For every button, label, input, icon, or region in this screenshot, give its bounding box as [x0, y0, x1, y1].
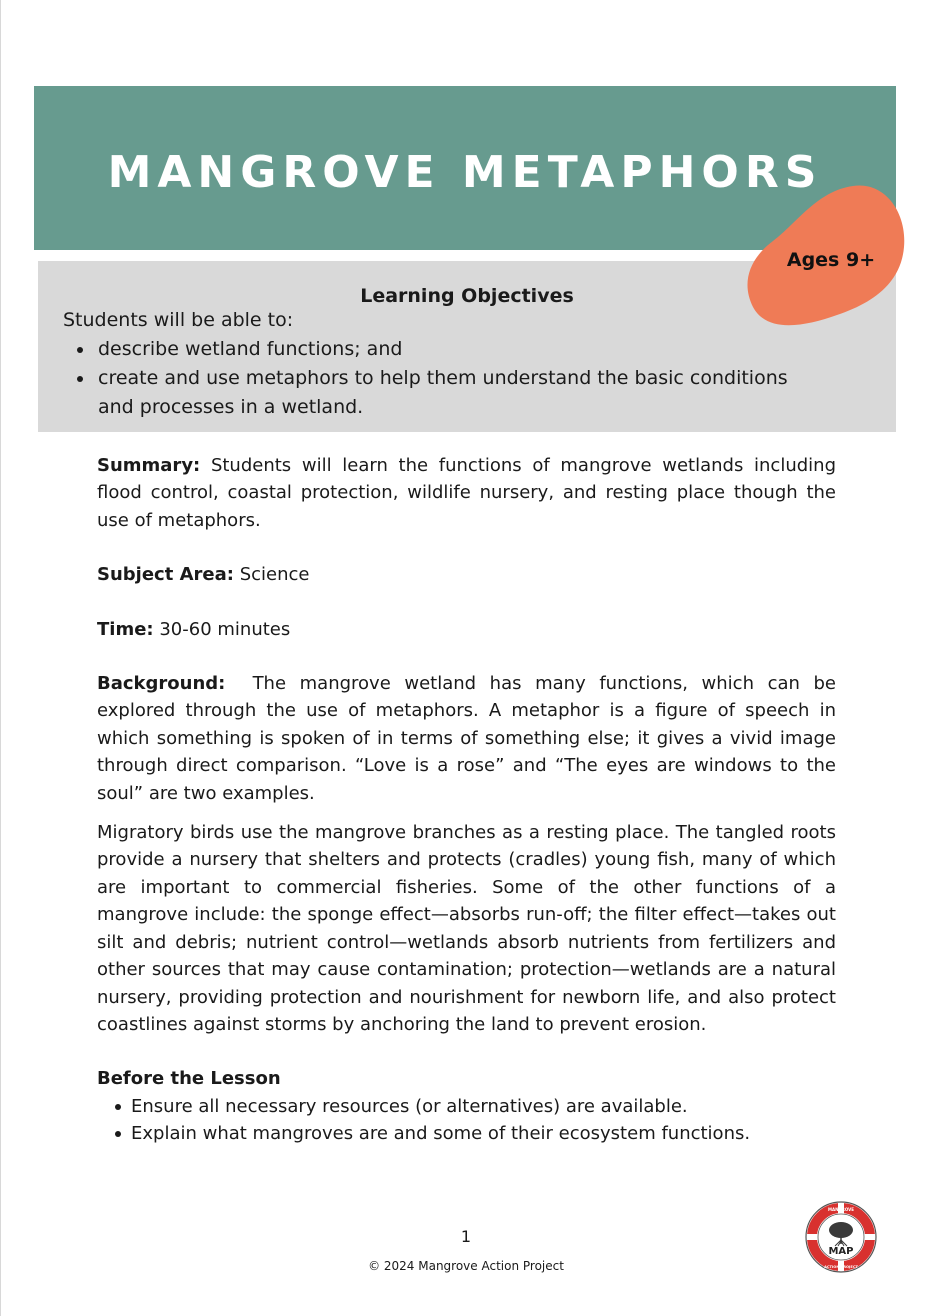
logo-text-main: MAP: [828, 1246, 854, 1257]
background-text: The mangrove wetland has many functions, which can be explored through the use of metaphors. A metaphor is a figure of speech in which something is spoken of in terms of something else; it gives a vivid image through direct comparison. “Love is a rose” and “The eyes are windows to the soul” are two examples.: [97, 673, 837, 804]
logo-text-bottom: ACTION PROJECT: [824, 1265, 858, 1269]
objective-item: create and use metaphors to help them understand the basic conditions and processes in a wetland.: [63, 364, 803, 422]
background-paragraph: [97, 670, 836, 807]
objectives-list: [63, 335, 803, 422]
subject-area: [97, 561, 836, 588]
before-lesson-item: Explain what mangroves are and some of their ecosystem functions.: [97, 1120, 836, 1147]
background-label: Background:: [97, 673, 226, 695]
lesson-content: [97, 452, 836, 1148]
objectives-intro: Students will be able to:: [63, 309, 294, 331]
time-label: Time:: [97, 618, 154, 640]
before-lesson-heading: Before the Lesson: [97, 1068, 281, 1090]
before-lesson-list: [97, 1093, 836, 1148]
background-paragraph-2: Migratory birds use the mangrove branches as a resting place. The tangled roots provide a nursery that shelters and protects (cradles) young fish, many of which are important to commercial fisheries. Some of the other functions of a mangrove include: the sponge effect—absorbs run-off; the filter effect—takes out silt and debris; nutrient control—wetlands absorb nutrients from fertilizers and other sources that may cause contamination; protection—wetlands are a natural nursery, providing protection and nourishment for newborn life, and also protect coastlines against storms by anchoring the land to prevent erosion.: [97, 822, 836, 1035]
objective-item: describe wetland functions; and: [63, 335, 803, 364]
before-lesson-item: Ensure all necessary resources (or alternatives) are available.: [97, 1093, 836, 1120]
summary-paragraph: [97, 452, 836, 534]
copyright-notice: © 2024 Mangrove Action Project: [368, 1259, 564, 1273]
page-edge: [0, 0, 1, 1316]
time: [97, 616, 836, 643]
summary-label: Summary:: [97, 455, 201, 476]
page-number: 1: [460, 1227, 472, 1246]
subject-label: Subject Area:: [97, 564, 234, 586]
objectives-heading: Learning Objectives: [360, 285, 574, 307]
subject-value: Science: [239, 564, 310, 586]
age-badge: Ages 9+: [786, 249, 876, 271]
logo-text-top: MANGROVE: [828, 1207, 854, 1212]
map-logo: [804, 1200, 878, 1274]
summary-text: Students will learn the functions of mangrove wetlands including flood control, coastal protection, wildlife nursery, and resting place though the use of metaphors.: [97, 455, 836, 531]
page-title: MANGROVE METAPHORS: [107, 147, 823, 198]
time-value: 30-60 minutes: [159, 618, 291, 640]
